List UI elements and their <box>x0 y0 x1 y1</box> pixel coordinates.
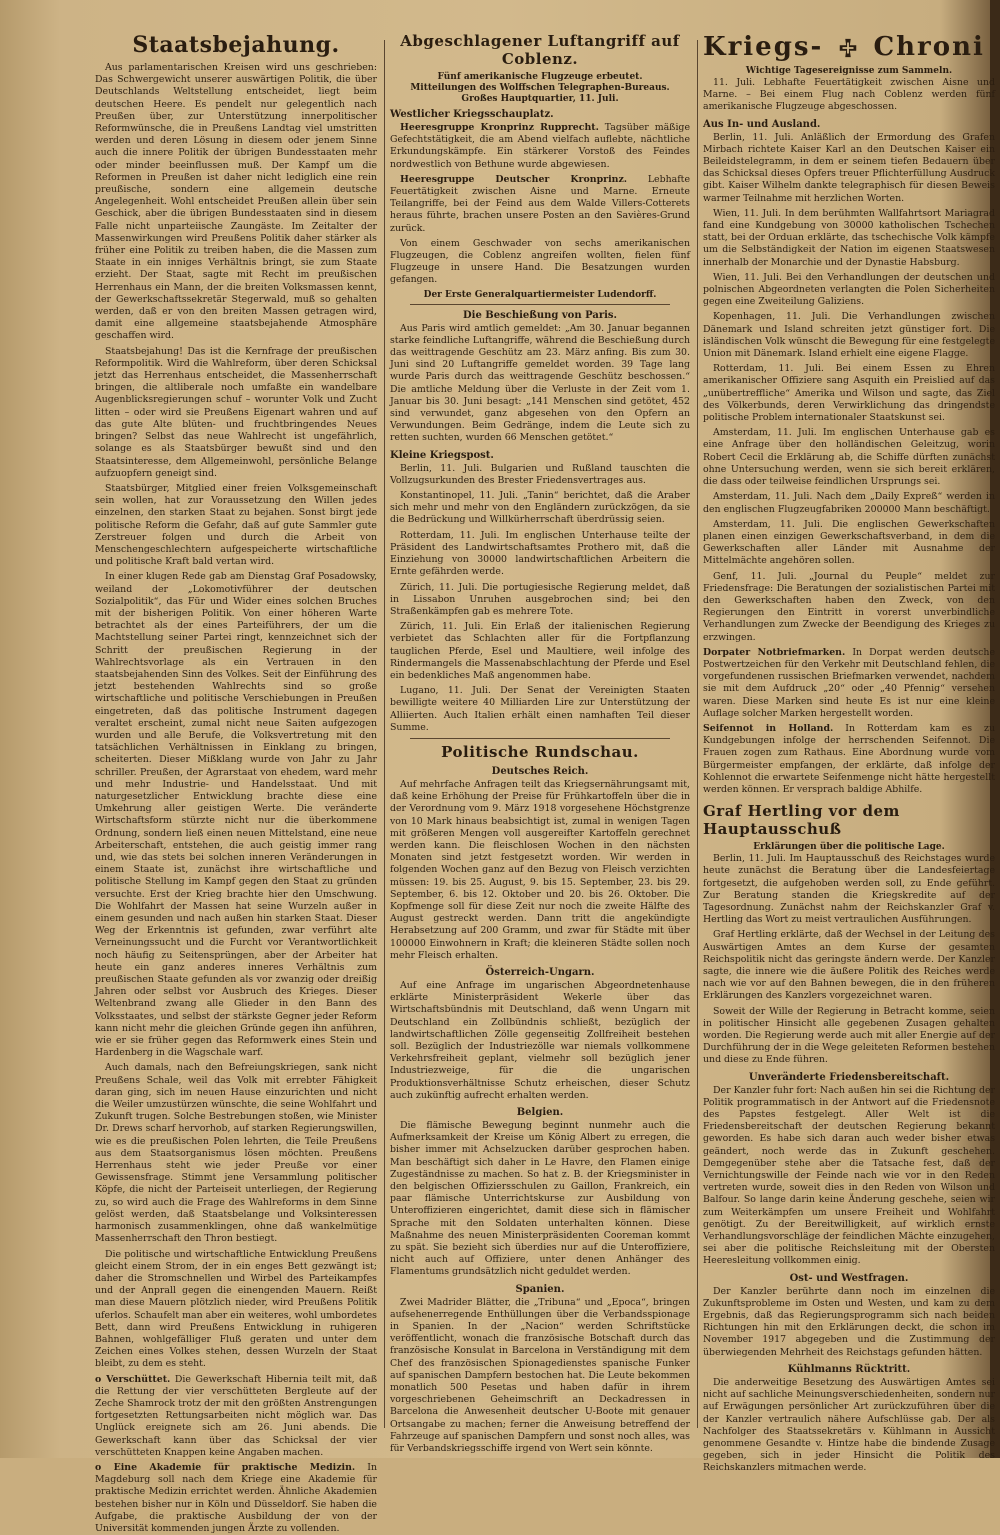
note-heading: o Eine Akademie für praktische Medizin. <box>95 1461 356 1473</box>
column-right <box>703 30 996 1474</box>
note-text: In Magdeburg soll nach dem Kriege eine Akademie für praktische Medizin errichtet werden. Ähnliche Akademien bestehen bisher nur in Köln und Düsseldorf. Sie haben die Aufgabe, die praktische Ausbildung der von der Universität kommenden jungen Ärzte zu vollenden. <box>95 1461 377 1534</box>
section-heading: Spanien. <box>515 1283 565 1295</box>
article-paragraph: Die politische und wirtschaftliche Entwicklung Preußens gleicht einem Strom, der in ein enges Bett gezwängt ist; daher die Stromschnellen und Wirbel des Parteikampfes und der Anprall gegen die einengenden Mauern. Reißt man diese Mauern plötzlich nieder, wird Preußens Politik uferlos. Schaufelt man aber ein weiteres, wohl umbordetes Bett, dann wird Preußens Entwicklung in ruhigeren Bahnen, wohlgefälliger Fluß geraten und unter dem Zeichen eines Volkes stehen, dessen Wurzeln der Staat bleibt, zu dem es steht. <box>95 1248 377 1370</box>
section-heading: Aus In- und Ausland. <box>703 118 821 130</box>
news-note <box>703 723 995 796</box>
news-item: Berlin, 11. Juli. Bulgarien und Rußland tauschten die Vollzugsurkunden des Brester Friedensvertrages aus. <box>390 462 690 486</box>
article-paragraph: In einer klugen Rede gab am Dienstag Graf Posadowsky, weiland der „Lokomotivführer der deutschen Sozialpolitik“, das Für und Wider eines solchen Bruches mit der bisherigen Politik. Von einer höheren Warte betrachtet als der eines Parteiführers, der um die Machtstellung seiner Partei ringt, kennzeichnet sich der Schritt der preußischen Regierung in der Wahlrechtsvorlage als ein Vertrauen in den staatsbejahenden Sinn des Volkes. Seit der Einführung des jetzt bestehenden Wahlrechts sind so große wirtschaftliche und politische Verschiebungen in Preußen eingetreten, daß das politische Instrument dagegen veraltet erscheint, zumal nicht neue Saiten aufgezogen wurden und alle Berufe, die Volksvertretung mit den tatsächlichen Verhältnissen in Einklang zu bringen, scheiterten. Dieser Mißklang wurde von Jahr zu Jahr schriller. Preußen, der Agrarstaat von ehedem, ward mehr und mehr Industrie- und Handelsstaat. Und mit naturgesetzlicher Entwicklung brachte diese eine Umkehrung aller geistigen Werte. Die veränderte Wirtschaftsform stürzte nicht nur die überkommene Ordnung, sondern ließ einen neuen Mittelstand, eine neue Arbeiterschaft, entstehen, die auch geistig immer rang und, wie das stets bei solchen inneren Veränderungen in einem Staate ist, zunächst ihre wirtschaftliche und politische Stellung im Kampf gegen den Staat zu gründen versuchte. Erst der Krieg brachte hier den Umschwung. Die Wohlfahrt der Massen hat seine Wurzeln außer in einem gesunden und nach außen hin starken Staat. Dieser Weg der Erkenntnis ist gefunden, zwar verführt alte Verneinungssucht und die Furcht vor Verantwortlichkeit noch häufig zu Seitensprüngen, aber der Arbeiter hat heute ein ganz anderes inneres Verhältnis zum preußischen Staate gefunden als vor zwanzig oder dreißig Jahren oder selbst vor Ausbruch des Krieges. Dieser Weltenbrand zwang alle Glieder in den Bann des Volksstaates, und selbst der stärkste Gegner jeder Reform kann nicht mehr die gleichen Gründe gegen ihn anführen, wie er sie früher gegen das Reformwerk eines Stein und Hardenberg in die Wagschale warf. <box>95 571 377 1059</box>
iron-cross-icon <box>837 37 859 59</box>
dateline: Großes Hauptquartier, 11. Juli. <box>461 94 619 104</box>
note-text: Die Gewerkschaft Hibernia teilt mit, daß die Rettung der vier verschütteten Bergleute auf der Zeche Shamrock trotz der mit den größten Anstrengungen fortgesetzten Rettungsarbeiten nicht möglich war. Das Unglück ereignete sich am 26. Juni abends. Die Gewerkschaft kann über das Schicksal der vier verschütteten Knappen keine Angaben machen. <box>95 1373 378 1458</box>
article-paragraph: Aus Paris wird amtlich gemeldet: „Am 30. Januar begannen starke feindliche Luftangriffe, während die Beschießung durch das weittragende Geschütz am 23. März anfing. Bis zum 30. Juni sind 20 Luftangriffe gemeldet worden. 39 Tage lang wurde Paris durch das weittragende Geschütz beschossen.“ Die amtliche Meldung über die Verluste in der Zeit vom 1. Januar bis 30. Juni besagt: „141 Menschen sind getötet, 452 sind verwundet, ganz abgesehen von den Opfern an Verwundungen. Beim Gedränge, indem die Leute sich zu retten suchten, wurden 66 Menschen getötet.“ <box>390 322 690 444</box>
news-item: Amsterdam, 11. Juli. Die englischen Gewerkschaften planen einen einzigen Gewerkschaftsverband, in dem die Gewerkschaften aller Länder mit Ausnahme der Mittelmächte angehören sollen. <box>703 518 995 567</box>
group-heading: Heeresgruppe Kronprinz Rupprecht. <box>400 122 599 133</box>
news-note <box>95 1462 377 1535</box>
group-heading: Heeresgruppe Deutscher Kronprinz. <box>400 173 628 185</box>
note-text: In Rotterdam kam es zu Kundgebungen infolge der herrschenden Seifennot. Die Frauen zogen zum Rathaus. Eine Abordnung wurde vom Bürgermeister empfangen, der erklärte, daß infolge der Kohlennot die erwartete Seifenmenge nicht hätte hergestellt werden können. Er versprach baldige Abhilfe. <box>703 722 996 795</box>
chronicle-title-part: Chroni <box>873 32 985 62</box>
chronicle-subtitle: Wichtige Tagesereignisse zum Sammeln. <box>745 66 953 76</box>
note-heading: Dorpater Notbriefmarken. <box>703 646 846 658</box>
article-paragraph: Auch damals, nach den Befreiungskriegen, sank nicht Preußens Schale, weil das Volk mit errebter Fähigkeit daran ging, sich im neuen Hause einzurichten und nicht die Weiler umzustürzen wünschte, die seine Wohlfahrt und Zukunft trugen. Solche Bestrebungen stoßen, wie Minister Dr. Drews scharf hervorhob, auf starken Regierungswillen, wie es die preußischen Polen lehrten, die Teile Preußens aus dem Staatsorganismus lösen möchten. Preußens Herrenhaus steht wie jeder Preuße vor einer Gewissensfrage. Stimmt jene Versammlung politischer Köpfe, die nicht der Parteiseit unterliegen, der Regierung zu, so wird auch die Frage des Wahlreforms in dem Sinne gelöst werden, daß Staatsbelange und Volksinteressen harmonisch zusammenklingen, ohne daß wankelmütige Massenherrschaft den Thron bestiegt. <box>95 1062 377 1245</box>
section-heading: Die Beschießung von Paris. <box>462 309 618 321</box>
column-rule <box>697 40 698 1428</box>
section-heading: Österreich-Ungarn. <box>485 966 595 978</box>
article-paragraph: Graf Hertling erklärte, daß der Wechsel in der Leitung des Auswärtigen Amtes an dem Kurse der gesamten Reichspolitik nicht das geringste ändern werde. Der Kanzler sagte, die innere wie die äußere Politik des Reiches werde nach wie vor auf den Bahnen bewegen, die in den früheren Erklärungen des Kanzlers vorgezeichnet waren. <box>703 929 995 1002</box>
news-item: Genf, 11. Juli. „Journal du Peuple“ meldet zur Friedensfrage: Die Beratungen der sozialistischen Partei mit den Gewerkschaften haben den Zweck, von den Regierungen den Eintritt in vorerst unverbindliche Verhandlungen zum Zwecke der Beendigung des Krieges zu erzwingen. <box>703 570 995 643</box>
news-item: Lugano, 11. Juli. Der Senat der Vereinigten Staaten bewilligte weitere 40 Milliarden Lire zur Unterstützung der Alliierten. Auch Italien erhält einen namhaften Teil dieser Summe. <box>390 685 690 733</box>
note-heading: Seifennot in Holland. <box>703 722 834 734</box>
article-paragraph: Der Kanzler fuhr fort: Nach außen hin sei die Richtung der Politik programmatisch in der Antwort auf die Friedensnote des Papstes festgelegt. Aller Welt ist die Friedensbereitschaft der deutschen Regierung bekannt geworden. Es habe sich daran auch weder bisher etwas geändert, noch werde das in Zukunft geschehen. Demgegenüber stehe aber die Tatsache fest, daß der Vernichtungswille der Feinde nach wie vor in den Reden vertreten wurde, soweit dies in den Reden von Wilson und Balfour. So lange darin keine Änderung geschehe, seien wir zum Weiterkämpfen um unsere Freiheit und Wohlfahrt genötigt. Zu der Bereitwilligkeit, auf wirklich ernste Verhandlungsvorschläge der feindlichen Mächte einzugehen, sei aber die politische Reichsleitung mit der Obersten Heeresleitung vollkommen einig. <box>703 1084 995 1267</box>
chronicle-title-part: Kriegs- <box>703 32 824 62</box>
section-heading: Belgien. <box>516 1107 564 1119</box>
group-text: Tagsüber mäßige Gefechtstätigkeit, die am Abend vielfach auflebte, nächtliche Erkundungskämpfe. Ein stärkerer Vorstoß des Feindes nordwestlich von Bethune wurde abgewiesen. <box>390 122 690 170</box>
article-title: Graf Hertling vor dem Hauptausschuß <box>703 802 900 839</box>
section-heading: Kühlmanns Rücktritt. <box>787 1363 911 1375</box>
news-item: Amsterdam, 11. Juli. Nach dem „Daily Expreß“ werden in den englischen Flugzeugfabriken 200000 Mann beschäftigt. <box>703 491 995 515</box>
news-item: Kopenhagen, 11. Juli. Die Verhandlungen zwischen Dänemark und Island schreiten jetzt günstiger fort. Die isländischen Volk wünscht die Bewegung für eine festgelegte Union mit Dänemark. Island erhielt eine eigene Flagge. <box>703 311 995 360</box>
news-item: Berlin, 11. Juli. Anläßlich der Ermordung des Grafen Mirbach richtete Kaiser Karl an den Deutschen Kaiser ein Beileidstelegramm, in dem er seinem tiefen Bedauern über das Schicksal dieses Opfers treuer Pflichterfüllung Ausdruck gibt. Kaiser Wilhelm dankte telegraphisch für diesen Beweis warmer Teilnahme mit herzlichen Worten. <box>703 131 995 204</box>
divider <box>410 304 670 305</box>
source-line: Mitteilungen des Wolffschen Telegraphen-Bureaus. <box>410 83 670 93</box>
article-title: Staatsbejahung. <box>132 32 340 58</box>
news-item: Konstantinopel, 11. Juli. „Tanin“ berichtet, daß die Araber sich mehr und mehr von den Engländern zurückzögen, da sie die Bedrückung und Willkürherrschaft überdrüssig seien. <box>390 490 690 526</box>
group-text: Lebhafte Feuertätigkeit zwischen Aisne und Marne. Erneute Teilangriffe, bei der Feind aus dem Walde Villers-Cotterets heraus führte, brachen unsere Posten an den Savières-Grund zurück. <box>390 173 690 234</box>
article-paragraph: Soweit der Wille der Regierung in Betracht komme, seien in politischer Hinsicht alle gegebenen Zusagen gehalten worden. Die Regierung werde auch mit aller Energie auf der Durchführung der in die Wege geleiteten Reformen bestehen und diese zu Ende führen. <box>703 1005 995 1066</box>
news-item: Amsterdam, 11. Juli. Im englischen Unterhause gab es eine Anfrage über den holländischen Geleitzug, worin Robert Cecil die Erklärung ab, die Schiffe dürften zunächst ohne Untersuchung werden, wenn sie sich bereit erklären, die dass oder teilweise feindlichen Ursprungs sei. <box>703 427 995 488</box>
article-paragraph: 11. Juli. Lebhafte Feuertätigkeit zwischen Aisne und Marne. – Bei einem Flug nach Coblenz werden fünf amerikanische Flugzeuge abgeschossen. <box>703 77 995 113</box>
article-paragraph: Staatsbejahung! Das ist die Kernfrage der preußischen Reformpolitik. Wird die Wahlreform, über deren Schicksal jetzt das Herrenhaus entscheidet, die Massenherrschaft bringen, die altliberale noch umfaßte ein wandelbare Augenblicksregierungen schuf – worunter Volk und Zucht litten – oder wird sie Preußens Eigenart wahren und auf das gute Alte blüten- und fruchtbringendes Neues bringen? Selbst das neue Wahlrecht ist ungefährlich, solange es als Staatsbürger bewußt sind und den Staatsinteresse, dem Allgemeinwohl, persönliche Belange aufzuopfern geneigt sind. <box>95 345 377 479</box>
article-paragraph: Auf eine Anfrage im ungarischen Abgeordnetenhause erklärte Ministerpräsident Wekerle über das Wirtschaftsbündnis mit Deutschland, daß wenn Ungarn mit Deutschland ein Zollbündnis schließt, bezüglich der landwirtschaftlichen Zölle gegenseitig Zollfreiheit bestehen soll. Bezüglich der Industriezölle war niemals vollkommene Verkehrsfreiheit geplant, vielmehr soll bezüglich jener Industriezweige, für die die ungarischen Produktionsverhältnisse Schutz erheischen, dieser Schutz auch zukünftig aufrecht erhalten werden. <box>390 979 690 1101</box>
article-subtitle: Fünf amerikanische Flugzeuge erbeutet. <box>437 72 643 82</box>
news-item: Rotterdam, 11. Juli. Bei einem Essen zu Ehren amerikanischer Offiziere sang Asquith ein Preislied auf das „unübertreffliche“ Amerika und Wilson und sagte, das Ziel des Völkerbunds, deren Verwirklichung das dringendste politische Problem internationaler Staatskunst sei. <box>703 363 995 424</box>
section-heading: Ost- und Westfragen. <box>789 1272 909 1284</box>
article-subtitle: Erklärungen über die politische Lage. <box>753 842 945 853</box>
column-middle <box>390 30 690 1455</box>
column-left <box>95 30 378 1534</box>
article-paragraph <box>390 174 690 235</box>
article-paragraph: Der Kanzler berührte dann noch im einzelnen die Zukunftsprobleme im Osten und Westen, und kam zu dem Ergebnis, daß das Regierungsprogramm sich nach beiden Richtungen hin mit den Erklärungen deckt, die schon im November 1917 abgegeben und die Zustimmung der überwiegenden Mehrheit des Reichstags gefunden hätten. <box>703 1285 995 1358</box>
section-heading: Kleine Kriegspost. <box>390 449 494 461</box>
article-paragraph <box>390 122 690 171</box>
article-title: Abgeschlagener Luftangriff auf Coblenz. <box>400 32 680 68</box>
section-heading: Westlicher Kriegsschauplatz. <box>390 109 554 120</box>
news-note <box>703 647 995 720</box>
news-item: Zürich, 11. Juli. Ein Erlaß der italienischen Regierung verbietet das Schlachten aller für die Fortpflanzung tauglichen Pferde, Esel und Maultiere, weil infolge des Rindermangels die Massenabschlachtung der Pferde und Esel ein bedenkliches Maß angenommen habe. <box>390 621 690 681</box>
article-paragraph: Staatsbürger, Mitglied einer freien Volksgemeinschaft sein wollen, hat zur Voraussetzung den Willen jedes einzelnen, den starken Staat zu bejahen. Sonst birgt jede politische Reform die Gefahr, daß auf gute Sammler gute Zerstreuer folgen und durch die Arbeit von Menschengeschlechtern aufgespeicherte wirtschaftliche und politische Kraft bald vertan wird. <box>95 482 377 568</box>
news-item: Wien, 11. Juli. In dem berühmten Wallfahrtsort Mariagrad fand eine Kundgebung von 30000 katholischen Tschechen statt, bei der Orduan erklärte, das tschechische Volk kämpfe um die Selbständigkeit der Nation im eigenen Staatswesen innerhalb der Monarchie und der Dynastie Habsburg. <box>703 207 995 268</box>
article-paragraph: Die anderweitige Besetzung des Auswärtigen Amtes sei nicht auf sachliche Meinungsverschiedenheiten, sondern nur auf Erwägungen persönlicher Art zurückzuführen über die der Kanzler vertraulich nähere Aufschlüsse gab. Der als Nachfolger des Staatssekretärs v. Kühlmann in Aussicht genommene Gesandte v. Hintze habe die bindende Zusage gegeben, sich in jeder Hinsicht die Politik des Reichskanzlers mitmachen werde. <box>703 1376 995 1474</box>
article-paragraph: Berlin, 11. Juli. Im Hauptausschuß des Reichstages wurde heute zunächst die Beratung über die Landesfeiertage fortgesetzt, die aufgehoben werden soll, zu Ende geführt. Zur Beratung standen die Kriegskredite auf der Tagesordnung. Zunächst nahm der Reichskanzler Graf v. Hertling das Wort zu meist vertraulichen Ausführungen. <box>703 853 995 926</box>
section-heading: Unveränderte Friedensbereitschaft. <box>748 1071 950 1083</box>
news-item: Rotterdam, 11. Juli. Im englischen Unterhause teilte der Präsident des Landwirtschaftsamtes Prothero mit, daß die Einziehung von 30000 landwirtschaftlichen Arbeitern die Ernte gefährden werde. <box>390 529 690 578</box>
chronicle-title <box>703 32 995 62</box>
news-note <box>95 1374 377 1459</box>
section-heading: Deutsches Reich. <box>491 765 589 777</box>
article-paragraph: Auf mehrfache Anfragen teilt das Kriegsernährungsamt mit, daß keine Erhöhung der Preise für Frühkartoffeln über die in der Verordnung vom 9. März 1918 vorgesehene Höchstgrenze von 10 Mark hinaus beabsichtigt ist, zumal in wenigen Tagen mit größeren Mengen voll ausgereifter Kartoffeln gerechnet werden kann. Die fleischlosen Wochen in den nächsten Monaten sind jetzt festgesetzt worden. Wir werden in folgenden Wochen ganz auf den Bezug von Fleisch verzichten müssen: 19. bis 25. August, 9. bis 15. September, 23. bis 29. September, 6. bis 12. Oktober und 20. bis 26. Oktober. Die Kopfmenge soll für diese Zeit nur noch die zweite Hälfte des August gestreckt werden. Dann tritt die angekündigte Herabsetzung auf 200 Gramm, und zwar für Städte mit über 100000 Einwohnern in Kraft; die kleineren Städte sollen noch mehr Fleisch erhalten. <box>390 778 690 961</box>
note-text: In Dorpat werden deutsche Postwertzeichen für den Verkehr mit Deutschland fehlen, die vorgefundenen russischen Briefmarken verwendet, nachdem sie mit dem Aufdruck „20“ oder „40 Pfennig“ versehen waren. Diese Marken sind heute Es ist nur eine kleine Auflage solcher Marken hergestellt worden. <box>703 646 995 719</box>
column-rule <box>384 40 385 1428</box>
article-paragraph: Die flämische Bewegung beginnt nunmehr auch die Aufmerksamkeit der Kreise um König Albert zu erregen, die bisher immer mit Achselzucken darüber gesprochen haben. Man beschäftigt sich daher in Le Havre, den Flamen einige Zugeständnisse zu machen. So hat z. B. der Kriegsminister in den belgischen Offiziersschulen zu Gaillon, Frankreich, ein paar flämische Unterrichtskurse zur Ausbildung von Unteroffizieren eingerichtet, damit diese sich in flämischer Sprache mit den Soldaten unterhalten können. Diese Maßnahme des neuen Ministerpräsidenten Cooreman kommt zu spät. Sie bezieht sich überdies nur auf die Unteroffiziere, nicht auch auf Offiziere, unter denen Anhänger des Flamentums grundsätzlich nicht geduldet werden. <box>390 1120 690 1278</box>
news-item: Zürich, 11. Juli. Die portugiesische Regierung meldet, daß in Lissabon Unruhen ausgebrochen sind; bei den Straßenkämpfen gab es mehrere Tote. <box>390 581 690 617</box>
article-paragraph: Aus parlamentarischen Kreisen wird uns geschrieben: Das Schwergewicht unserer auswärtigen Politik, die über Deutschlands Weltstellung entscheidet, liegt beim deutschen Heere. Es pendelt nur gelegentlich nach Preußen über, zur Unterstützung innerpolitischer Reformwünsche, die in Preußens Landtag viel umstritten werden und deren Lösung in diesem oder jenem Sinne auch die innere Politik der übrigen Bundesstaaten mehr oder minder beeinflussen muß. Der Kampf um die Reformen in Preußen ist daher nicht lediglich eine rein preußische, sondern eine allgemein deutsche Angelegenheit. Wohl entscheidet Preußen allein über sein Geschick, aber die übrigen Bundesstaaten sind in diesem Falle nicht unparteiische Zaungäste. Im Zeitalter der Massenwirkungen wird Preußens Politik daher stärker als früher eine Politik zu treiben haben, die die Massen zum Staate in ein inniges Verhältnis bringt, sie zum Staate erzieht. Der Staat, sagte mit Recht im preußischen Herrenhaus ein Mann, der die breiten Volksmassen kennt, der Gewerkschaftssekretär Stegerwald, muß so gehalten werden, daß er von den breiten Massen getragen wird, damit eine allgemeine staatsbejahende Atmosphäre geschaffen wird. <box>95 62 377 342</box>
article-paragraph: Von einem Geschwader von sechs amerikanischen Flugzeugen, die Coblenz angreifen wollten, fielen fünf Flugzeuge in unsere Hand. Die Besatzungen wurden gefangen. <box>390 237 690 286</box>
news-item: Wien, 11. Juli. Bei den Verhandlungen der deutschen und polnischen Abgeordneten verlangten die Polen Sicherheiten gegen eine Zweiteilung Galiziens. <box>703 271 995 308</box>
section-title: Politische Rundschau. <box>441 742 639 761</box>
note-heading: o Verschüttet. <box>95 1373 171 1385</box>
divider <box>410 738 670 739</box>
article-paragraph: Zwei Madrider Blätter, die „Tribuna“ und „Epoca“, bringen aufsehenerregende Enthüllungen über die Verbandsspionage in Spanien. In der „Nacion“ werden Schriftstücke veröffentlicht, wonach die französische Botschaft durch das französische Konsulat in Barcelona in Verständigung mit dem Chef des französischen Spionagedienstes spanische Funker auf spanischen Dampfern bestochen hat. Die Leute bekommen monatlich 500 Pesetas und haben dafür in ihrem vorgeschriebenen Geheimschrift an Deckadressen in Barcelona die Anwesenheit deutscher U-Boote mit genauer Ortsangabe zu machen; ferner die Anweisung betreffend der Fahrzeuge auf spanischen Dampfern und sonst noch alles, was für Verbandskriegsschiffe irgend von Wert sein könnte. <box>390 1296 690 1455</box>
signature: Der Erste Generalquartiermeister Ludendorff. <box>423 289 657 300</box>
